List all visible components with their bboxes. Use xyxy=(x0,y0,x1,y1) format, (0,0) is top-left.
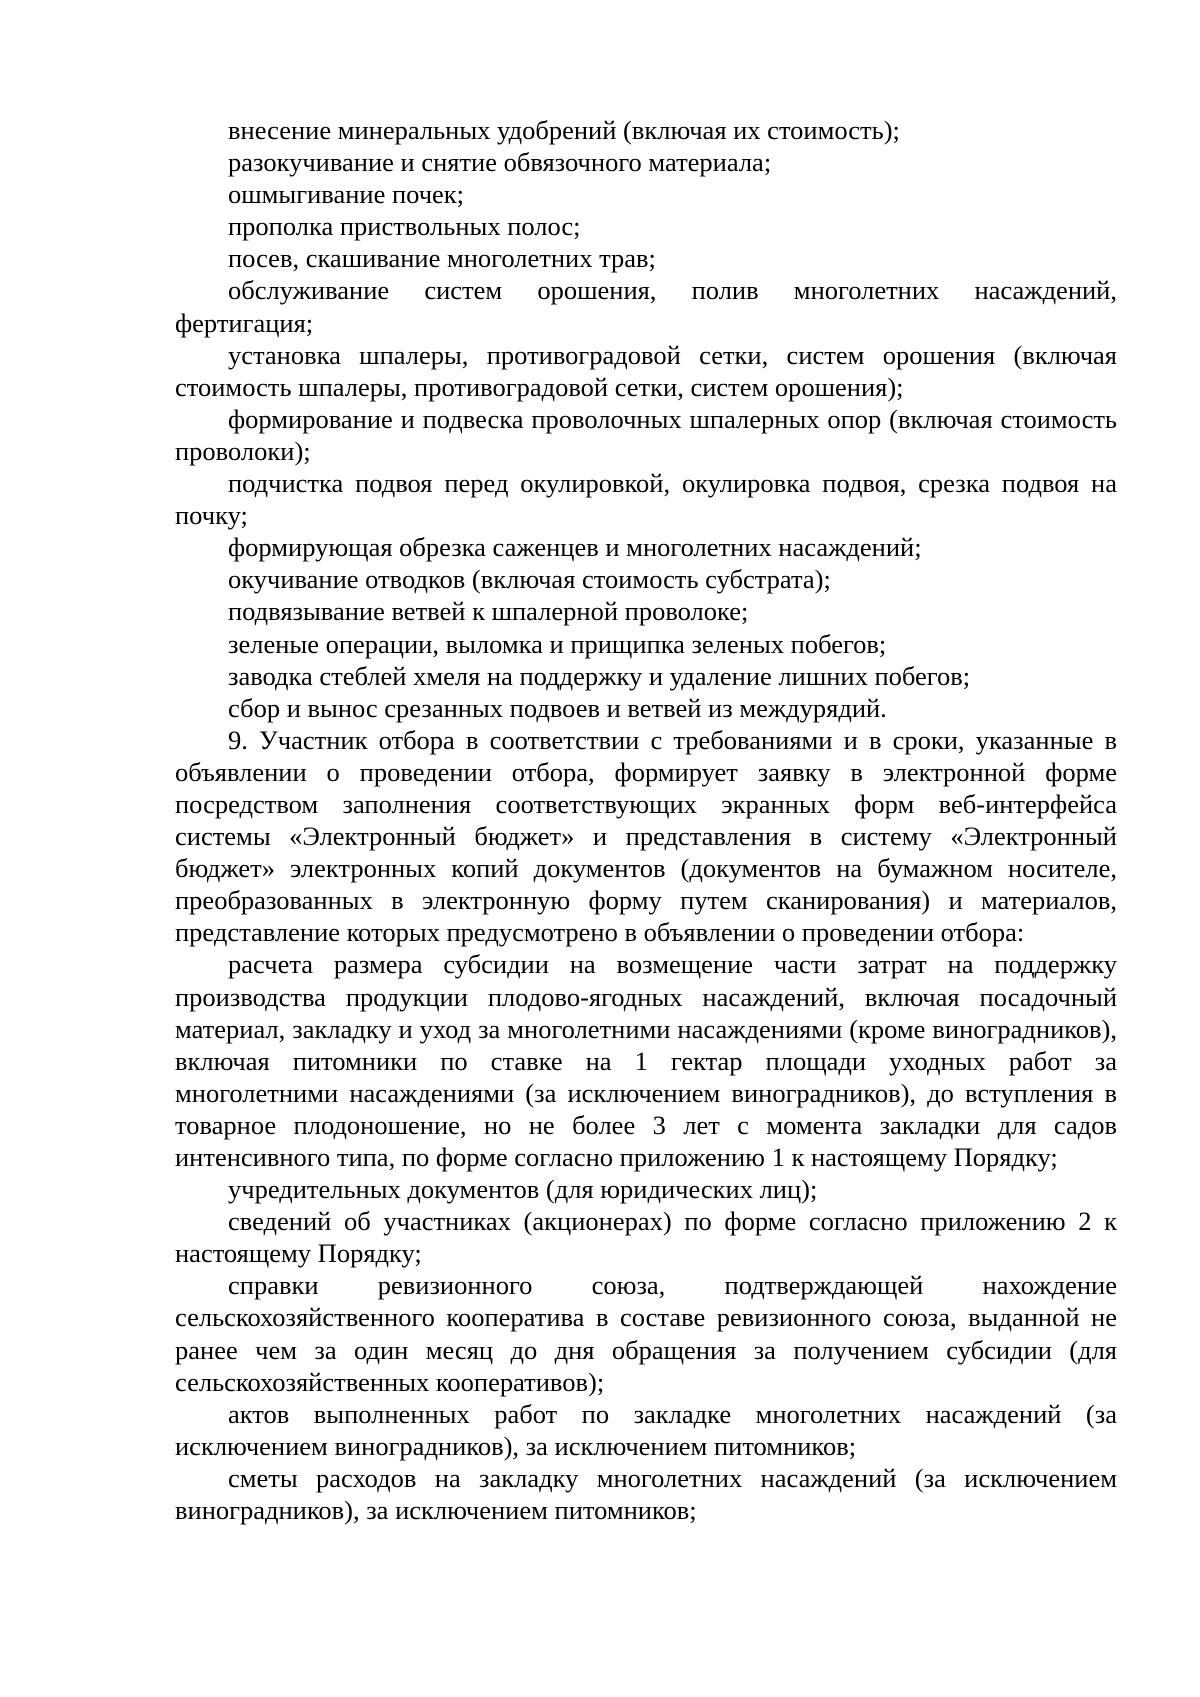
list-item: актов выполненных работ по закладке многолетних насаждений (за исключением виноградников), за исключением питомников; xyxy=(175,1398,1117,1461)
list-item: обслуживание систем орошения, полив многолетних насаждений, фертигация; xyxy=(175,275,1117,338)
list-item: посев, скашивание многолетних трав; xyxy=(228,243,656,274)
list-item: установка шпалеры, противоградовой сетки, систем орошения (включая стоимость шпалеры, противоградовой сетки, систем орошения); xyxy=(175,339,1117,402)
list-item: подвязывание ветвей к шпалерной проволоке; xyxy=(228,596,749,627)
list-item: разокучивание и снятие обвязочного материала; xyxy=(228,147,772,178)
list-item: сбор и вынос срезанных подвоев и ветвей из междурядий. xyxy=(228,692,887,723)
list-item: окучивание отводков (включая стоимость субстрата); xyxy=(228,564,831,595)
section-paragraph: 9. Участник отбора в соответствии с требованиями и в сроки, указанные в объявлении о проведении отбора, формирует заявку в электронной форме посредством заполнения соответствующих экранных форм веб-интерфейса системы «Электронный бюджет» и представления в систему «Электронный бюджет» электронных копий документов (документов на бумажном носителе, преобразованных в электронную форму путем сканирования) и материалов, представление которых предусмотрено в объявлении о проведении отбора: xyxy=(175,724,1117,948)
list-item: подчистка подвоя перед окулировкой, окулировка подвоя, срезка подвоя на почку; xyxy=(175,468,1117,531)
document-page xyxy=(175,114,1117,1526)
list-item: формирующая обрезка саженцев и многолетних насаждений; xyxy=(228,532,922,563)
list-item: сметы расходов на закладку многолетних насаждений (за исключением виноградников), за исключением питомников; xyxy=(175,1462,1117,1526)
list-item: справки ревизионного союза, подтверждающей нахождение сельскохозяйственного кооператива в составе ревизионного союза, выданной не ранее чем за один месяц до дня обращения за получением субсидии (для сельскохозяйственных кооперативов); xyxy=(175,1270,1117,1397)
list-item: расчета размера субсидии на возмещение части затрат на поддержку производства продукции плодово-ягодных насаждений, включая посадочный материал, закладку и уход за многолетними насаждениями (кроме виноградников), включая питомники по ставке на 1 гектар площади уходных работ за многолетними насаждениями (за исключением виноградников), до вступления в товарное плодоношение, но не более 3 лет с момента закладки для садов интенсивного типа, по форме согласно приложению 1 к настоящему Порядку; xyxy=(175,949,1117,1172)
list-item: ошмыгивание почек; xyxy=(228,179,465,210)
list-item: формирование и подвеска проволочных шпалерных опор (включая стоимость проволоки); xyxy=(175,403,1117,466)
list-item: внесение минеральных удобрений (включая их стоимость); xyxy=(228,115,900,145)
list-item: заводка стеблей хмеля на поддержку и удаление лишних побегов; xyxy=(228,660,971,691)
list-item: сведений об участниках (акционерах) по форме согласно приложению 2 к настоящему Порядку; xyxy=(175,1206,1117,1269)
list-item: прополка приствольных полос; xyxy=(228,211,581,242)
list-item: учредительных документов (для юридических лиц); xyxy=(228,1174,818,1205)
list-item: зеленые операции, выломка и прищипка зеленых побегов; xyxy=(228,628,887,659)
